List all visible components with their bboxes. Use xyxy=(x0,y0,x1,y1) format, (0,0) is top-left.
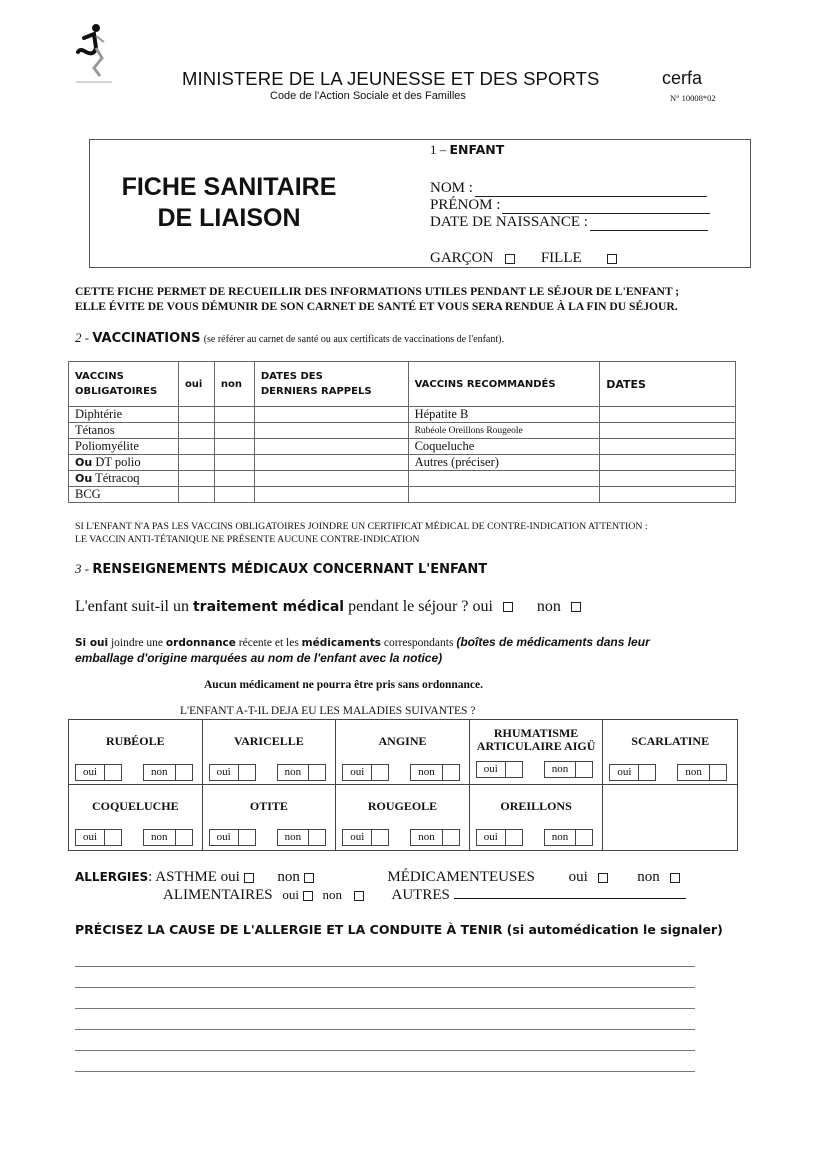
header-dates: DATES xyxy=(600,362,736,407)
nom-label: NOM : xyxy=(430,180,473,196)
disease-non-box[interactable] xyxy=(143,829,193,846)
disease-oui-box[interactable] xyxy=(476,829,523,846)
disease-name: ROUGEOLE xyxy=(367,799,438,813)
non-checkbox[interactable] xyxy=(309,830,325,845)
garcon-checkbox[interactable] xyxy=(505,254,515,264)
vaccin-recommande[interactable] xyxy=(408,471,600,487)
disease-oui-box[interactable] xyxy=(75,829,122,846)
non-label: non xyxy=(278,830,310,845)
date-rappel-cell[interactable] xyxy=(254,455,408,471)
oui-checkbox[interactable] xyxy=(639,765,655,780)
medicamenteuses-oui-checkbox[interactable] xyxy=(598,873,608,883)
allergy-cause-lines[interactable] xyxy=(75,946,695,1072)
date-cell[interactable] xyxy=(600,407,736,423)
non-checkbox[interactable] xyxy=(443,765,459,780)
date-rappel-cell[interactable] xyxy=(254,423,408,439)
disease-name: COQUELUCHE xyxy=(91,799,179,813)
allergies-label: ALLERGIES xyxy=(75,870,149,884)
table-row xyxy=(69,487,736,503)
diseases-question: L'ENFANT A-T-IL DEJA EU LES MALADIES SUIVANTES ? xyxy=(180,705,476,717)
disease-non-box[interactable] xyxy=(544,829,594,846)
disease-name: RUBÉOLE xyxy=(105,734,165,748)
table-row xyxy=(69,439,736,455)
date-rappel-cell[interactable] xyxy=(254,439,408,455)
date-rappel-cell[interactable] xyxy=(254,487,408,503)
disease-non-box[interactable] xyxy=(410,829,460,846)
write-line[interactable] xyxy=(75,988,695,1009)
disease-non-box[interactable] xyxy=(143,764,193,781)
intro-text xyxy=(75,284,679,314)
no-medication-notice: Aucun médicament ne pourra être pris sans ordonnance. xyxy=(204,679,483,691)
non-label: non xyxy=(411,765,443,780)
table-row xyxy=(69,471,736,487)
form-title-line2: DE LIAISON xyxy=(157,204,301,232)
disease-oui-box[interactable] xyxy=(209,764,256,781)
section-number: 3 - xyxy=(75,561,90,576)
oui-checkbox[interactable] xyxy=(372,830,388,845)
ministry-runner-logo xyxy=(74,22,114,84)
non-checkbox[interactable] xyxy=(176,765,192,780)
non-checkbox[interactable] xyxy=(576,830,592,845)
cerfa-number: N° 10008*02 xyxy=(670,93,716,103)
naissance-label: DATE DE NAISSANCE : xyxy=(430,214,588,230)
section-label: RENSEIGNEMENTS MÉDICAUX CONCERNANT L'ENFANT xyxy=(92,562,488,577)
disease-oui-box[interactable] xyxy=(476,761,523,778)
disease-cell xyxy=(203,785,337,850)
oui-cell[interactable] xyxy=(178,455,214,471)
allergies-block xyxy=(75,868,686,904)
non-label: non xyxy=(144,830,176,845)
non-label: non xyxy=(678,765,710,780)
medicamenteuses-non-checkbox[interactable] xyxy=(670,873,680,883)
garcon-label: GARÇON xyxy=(430,250,494,266)
treatment-non-checkbox[interactable] xyxy=(571,602,581,612)
oui-checkbox[interactable] xyxy=(105,830,121,845)
write-line[interactable] xyxy=(75,1030,695,1051)
non-label: non xyxy=(545,830,577,845)
oui-label: oui xyxy=(343,830,372,845)
autres-input[interactable] xyxy=(454,886,686,899)
date-cell[interactable] xyxy=(600,471,736,487)
section-label: VACCINATIONS xyxy=(92,331,201,346)
cerfa-label: cerfa xyxy=(662,68,703,88)
code-subtitle: Code de l'Action Sociale et des Familles xyxy=(270,90,466,102)
oui-label: oui xyxy=(210,765,239,780)
non-cell[interactable] xyxy=(214,455,254,471)
vaccin-obligatoire: Diphtérie xyxy=(69,407,179,423)
disease-oui-box[interactable] xyxy=(342,764,389,781)
oui-cell[interactable] xyxy=(178,471,214,487)
oui-cell[interactable] xyxy=(178,423,214,439)
intro-line2: ELLE ÉVITE DE VOUS DÉMUNIR DE SON CARNET DE SANTÉ ET VOUS SERA RENDUE À LA FIN DU SÉJOUR. xyxy=(75,300,678,313)
disease-cell xyxy=(336,720,470,785)
section-vaccinations-heading xyxy=(75,330,504,346)
date-cell[interactable] xyxy=(600,439,736,455)
non-cell[interactable] xyxy=(214,407,254,423)
asthme-non-checkbox[interactable] xyxy=(304,873,314,883)
oui-checkbox[interactable] xyxy=(239,830,255,845)
vaccination-warning xyxy=(75,520,648,546)
disease-oui-box[interactable] xyxy=(342,829,389,846)
date-cell[interactable] xyxy=(600,423,736,439)
prenom-label: PRÉNOM : xyxy=(430,197,501,213)
header-oui: oui xyxy=(178,362,214,407)
disease-cell xyxy=(203,720,337,785)
nom-input[interactable] xyxy=(475,182,707,197)
oui-label: oui xyxy=(610,765,639,780)
allergy-cause-heading: PRÉCISEZ LA CAUSE DE L'ALLERGIE ET LA CONDUITE À TENIR (si automédication le signaler) xyxy=(75,922,723,937)
write-line[interactable] xyxy=(75,946,695,967)
diseases-grid xyxy=(68,719,738,851)
vaccin-recommande: Rubéole Oreillons Rougeole xyxy=(408,423,600,439)
treatment-oui-checkbox[interactable] xyxy=(503,602,513,612)
nom-field[interactable] xyxy=(430,180,707,197)
vaccinations-table xyxy=(68,361,736,503)
table-row xyxy=(69,455,736,471)
disease-cell xyxy=(603,785,737,850)
vaccin-recommande: Autres (préciser) xyxy=(408,455,600,471)
ministry-title: MINISTERE DE LA JEUNESSE ET DES SPORTS xyxy=(182,68,600,89)
treatment-bold: traitement médical xyxy=(192,599,345,615)
date-rappel-cell[interactable] xyxy=(254,407,408,423)
allergies-line1: ALLERGIES: ASTHME oui non MÉDICAMENTEUSES oui non xyxy=(75,868,686,886)
prenom-input[interactable] xyxy=(502,199,710,214)
warning-line2: LE VACCIN ANTI-TÉTANIQUE NE PRÉSENTE AUCUNE CONTRE-INDICATION xyxy=(75,534,420,545)
allergies-line2: ALIMENTAIRES oui non AUTRES xyxy=(163,886,686,904)
section-label: ENFANT xyxy=(449,142,505,157)
fille-label: FILLE xyxy=(540,250,582,266)
oui-checkbox[interactable] xyxy=(105,765,121,780)
non-cell[interactable] xyxy=(214,439,254,455)
non-cell[interactable] xyxy=(214,471,254,487)
intro-line1: CETTE FICHE PERMET DE RECUEILLIR DES INFORMATIONS UTILES PENDANT LE SÉJOUR DE L'ENFANT ; xyxy=(75,285,680,298)
disease-non-box[interactable] xyxy=(277,829,327,846)
oui-label: oui xyxy=(343,765,372,780)
fille-checkbox[interactable] xyxy=(607,254,617,264)
vaccin-obligatoire: BCG xyxy=(69,487,179,503)
treatment-question: L'enfant suit-il un traitement médical pendant le séjour ? oui non xyxy=(75,598,581,616)
gender-choice xyxy=(430,250,617,267)
disease-non-box[interactable] xyxy=(277,764,327,781)
header-recommandes: VACCINS RECOMMANDÉS xyxy=(408,362,600,407)
form-title xyxy=(100,172,358,234)
disease-non-box[interactable] xyxy=(544,761,594,778)
table-row xyxy=(69,407,736,423)
oui-checkbox[interactable] xyxy=(239,765,255,780)
disease-cell xyxy=(470,720,604,785)
non-label: non xyxy=(411,830,443,845)
write-line[interactable] xyxy=(75,967,695,988)
section-note: (se référer au carnet de santé ou aux certificats de vaccinations de l'enfant). xyxy=(203,334,504,345)
non-cell[interactable] xyxy=(214,423,254,439)
date-cell[interactable] xyxy=(600,455,736,471)
disease-name: OREILLONS xyxy=(500,799,572,813)
oui-label: oui xyxy=(477,830,506,845)
section-number: 1 – xyxy=(430,142,447,157)
non-checkbox[interactable] xyxy=(309,765,325,780)
disease-cell xyxy=(336,785,470,850)
disease-name: ANGINE xyxy=(378,734,427,748)
vaccin-obligatoire: Tétanos xyxy=(69,423,179,439)
disease-oui-box[interactable] xyxy=(75,764,122,781)
alimentaires-non-checkbox[interactable] xyxy=(354,891,364,901)
header-dates-rappels: DATES DES DERNIERS RAPPELS xyxy=(254,362,408,407)
naissance-input[interactable] xyxy=(590,216,708,231)
oui-label: oui xyxy=(477,762,506,777)
disease-cell xyxy=(69,720,203,785)
non-label: non xyxy=(144,765,176,780)
oui-cell[interactable] xyxy=(178,407,214,423)
header-non: non xyxy=(214,362,254,407)
non-label: non xyxy=(278,765,310,780)
section-medical-heading xyxy=(75,561,487,577)
section-enfant-heading xyxy=(430,142,504,158)
non-label: non xyxy=(545,762,577,777)
vaccin-recommande: Coqueluche xyxy=(408,439,600,455)
prenom-field[interactable] xyxy=(430,197,710,214)
oui-checkbox[interactable] xyxy=(506,762,522,777)
disease-cell xyxy=(603,720,737,785)
disease-cell xyxy=(69,785,203,850)
vaccin-recommande: Hépatite B xyxy=(408,407,600,423)
oui-checkbox[interactable] xyxy=(506,830,522,845)
disease-non-box[interactable] xyxy=(677,764,727,781)
table-header-row xyxy=(69,362,736,407)
non-checkbox[interactable] xyxy=(176,830,192,845)
asthme-oui-checkbox[interactable] xyxy=(244,873,254,883)
disease-oui-box[interactable] xyxy=(209,829,256,846)
non-cell[interactable] xyxy=(214,487,254,503)
vaccin-obligatoire: Ou Tétracoq xyxy=(69,471,179,487)
write-line[interactable] xyxy=(75,1051,695,1072)
section-number: 2 - xyxy=(75,330,90,345)
non-checkbox[interactable] xyxy=(443,830,459,845)
header-obligatoires: VACCINS OBLIGATOIRES xyxy=(69,362,179,407)
disease-name: OTITE xyxy=(249,799,288,813)
warning-line1: SI L'ENFANT N'A PAS LES VACCINS OBLIGATOIRES JOINDRE UN CERTIFICAT MÉDICAL DE CONTRE-INDICATION ATTENTION : xyxy=(75,521,648,532)
table-row xyxy=(69,423,736,439)
form-title-line1: FICHE SANITAIRE xyxy=(121,173,337,201)
oui-cell[interactable] xyxy=(178,439,214,455)
vaccin-obligatoire: Poliomyélite xyxy=(69,439,179,455)
date-rappel-cell[interactable] xyxy=(254,471,408,487)
oui-label: oui xyxy=(76,830,105,845)
vaccin-obligatoire: Ou DT polio xyxy=(69,455,179,471)
non-checkbox[interactable] xyxy=(710,765,726,780)
date-cell[interactable] xyxy=(600,487,736,503)
vaccin-recommande[interactable] xyxy=(408,487,600,503)
write-line[interactable] xyxy=(75,1009,695,1030)
si-oui-instructions: Si oui joindre une ordonnance récente et les médicaments correspondants (boîtes de médicaments dans leur emballage d'origine marquées au nom de l'enfant avec la notice) xyxy=(75,635,650,665)
disease-name: VARICELLE xyxy=(233,734,304,748)
oui-cell[interactable] xyxy=(178,487,214,503)
disease-non-box[interactable] xyxy=(410,764,460,781)
disease-oui-box[interactable] xyxy=(609,764,656,781)
disease-name: RHUMATISME ARTICULAIRE AIGÜ xyxy=(476,726,596,753)
disease-name: SCARLATINE xyxy=(631,734,710,748)
naissance-field[interactable] xyxy=(430,214,708,231)
oui-label: oui xyxy=(76,765,105,780)
disease-cell xyxy=(470,785,604,850)
non-checkbox[interactable] xyxy=(576,762,592,777)
oui-checkbox[interactable] xyxy=(372,765,388,780)
alimentaires-oui-checkbox[interactable] xyxy=(303,891,313,901)
oui-label: oui xyxy=(210,830,239,845)
